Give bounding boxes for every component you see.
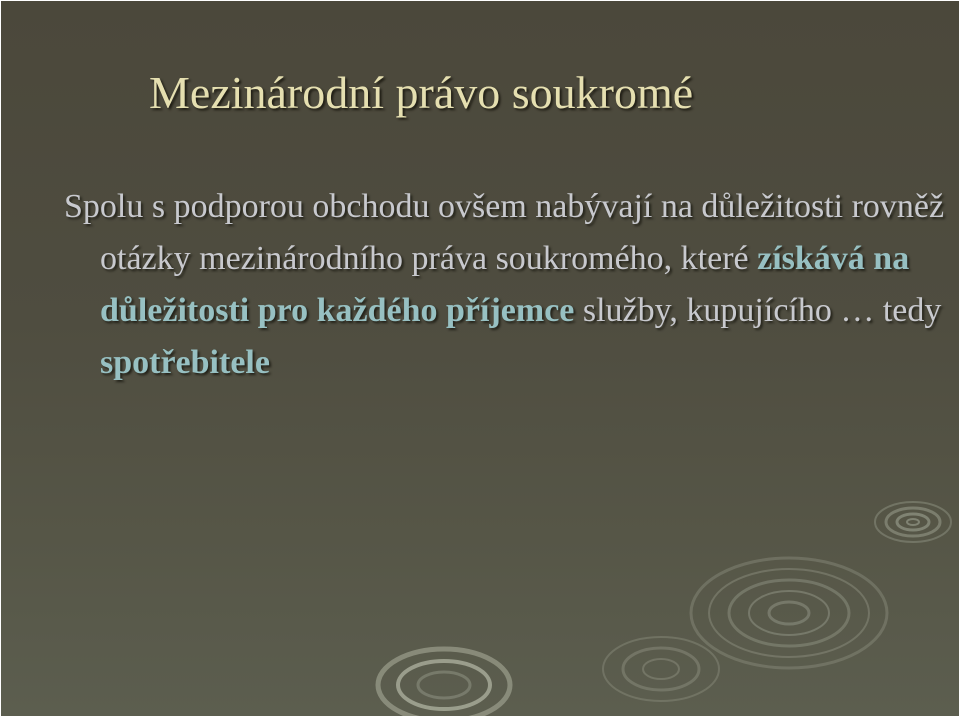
ring-group-small — [875, 502, 951, 542]
slide — [1, 1, 959, 716]
slide-title: Mezinárodní právo soukromé — [149, 67, 694, 118]
ring-group-medium — [603, 637, 719, 701]
body-text-part-3: služby, kupujícího … tedy — [574, 292, 942, 329]
ring-group-bottom — [378, 649, 510, 716]
body-text-emphasis-2: spotřebitele — [100, 344, 270, 381]
ring-group-large — [691, 558, 887, 668]
body-paragraph — [64, 181, 959, 389]
body-text-part-1: Spolu s podporou obchodu ovšem nabývají na důležitosti rovněž otázky mezinárodního práva soukromého, které — [64, 188, 945, 277]
body-text-emphasis-1: získává na důležitosti pro každého příjemce — [100, 240, 910, 329]
